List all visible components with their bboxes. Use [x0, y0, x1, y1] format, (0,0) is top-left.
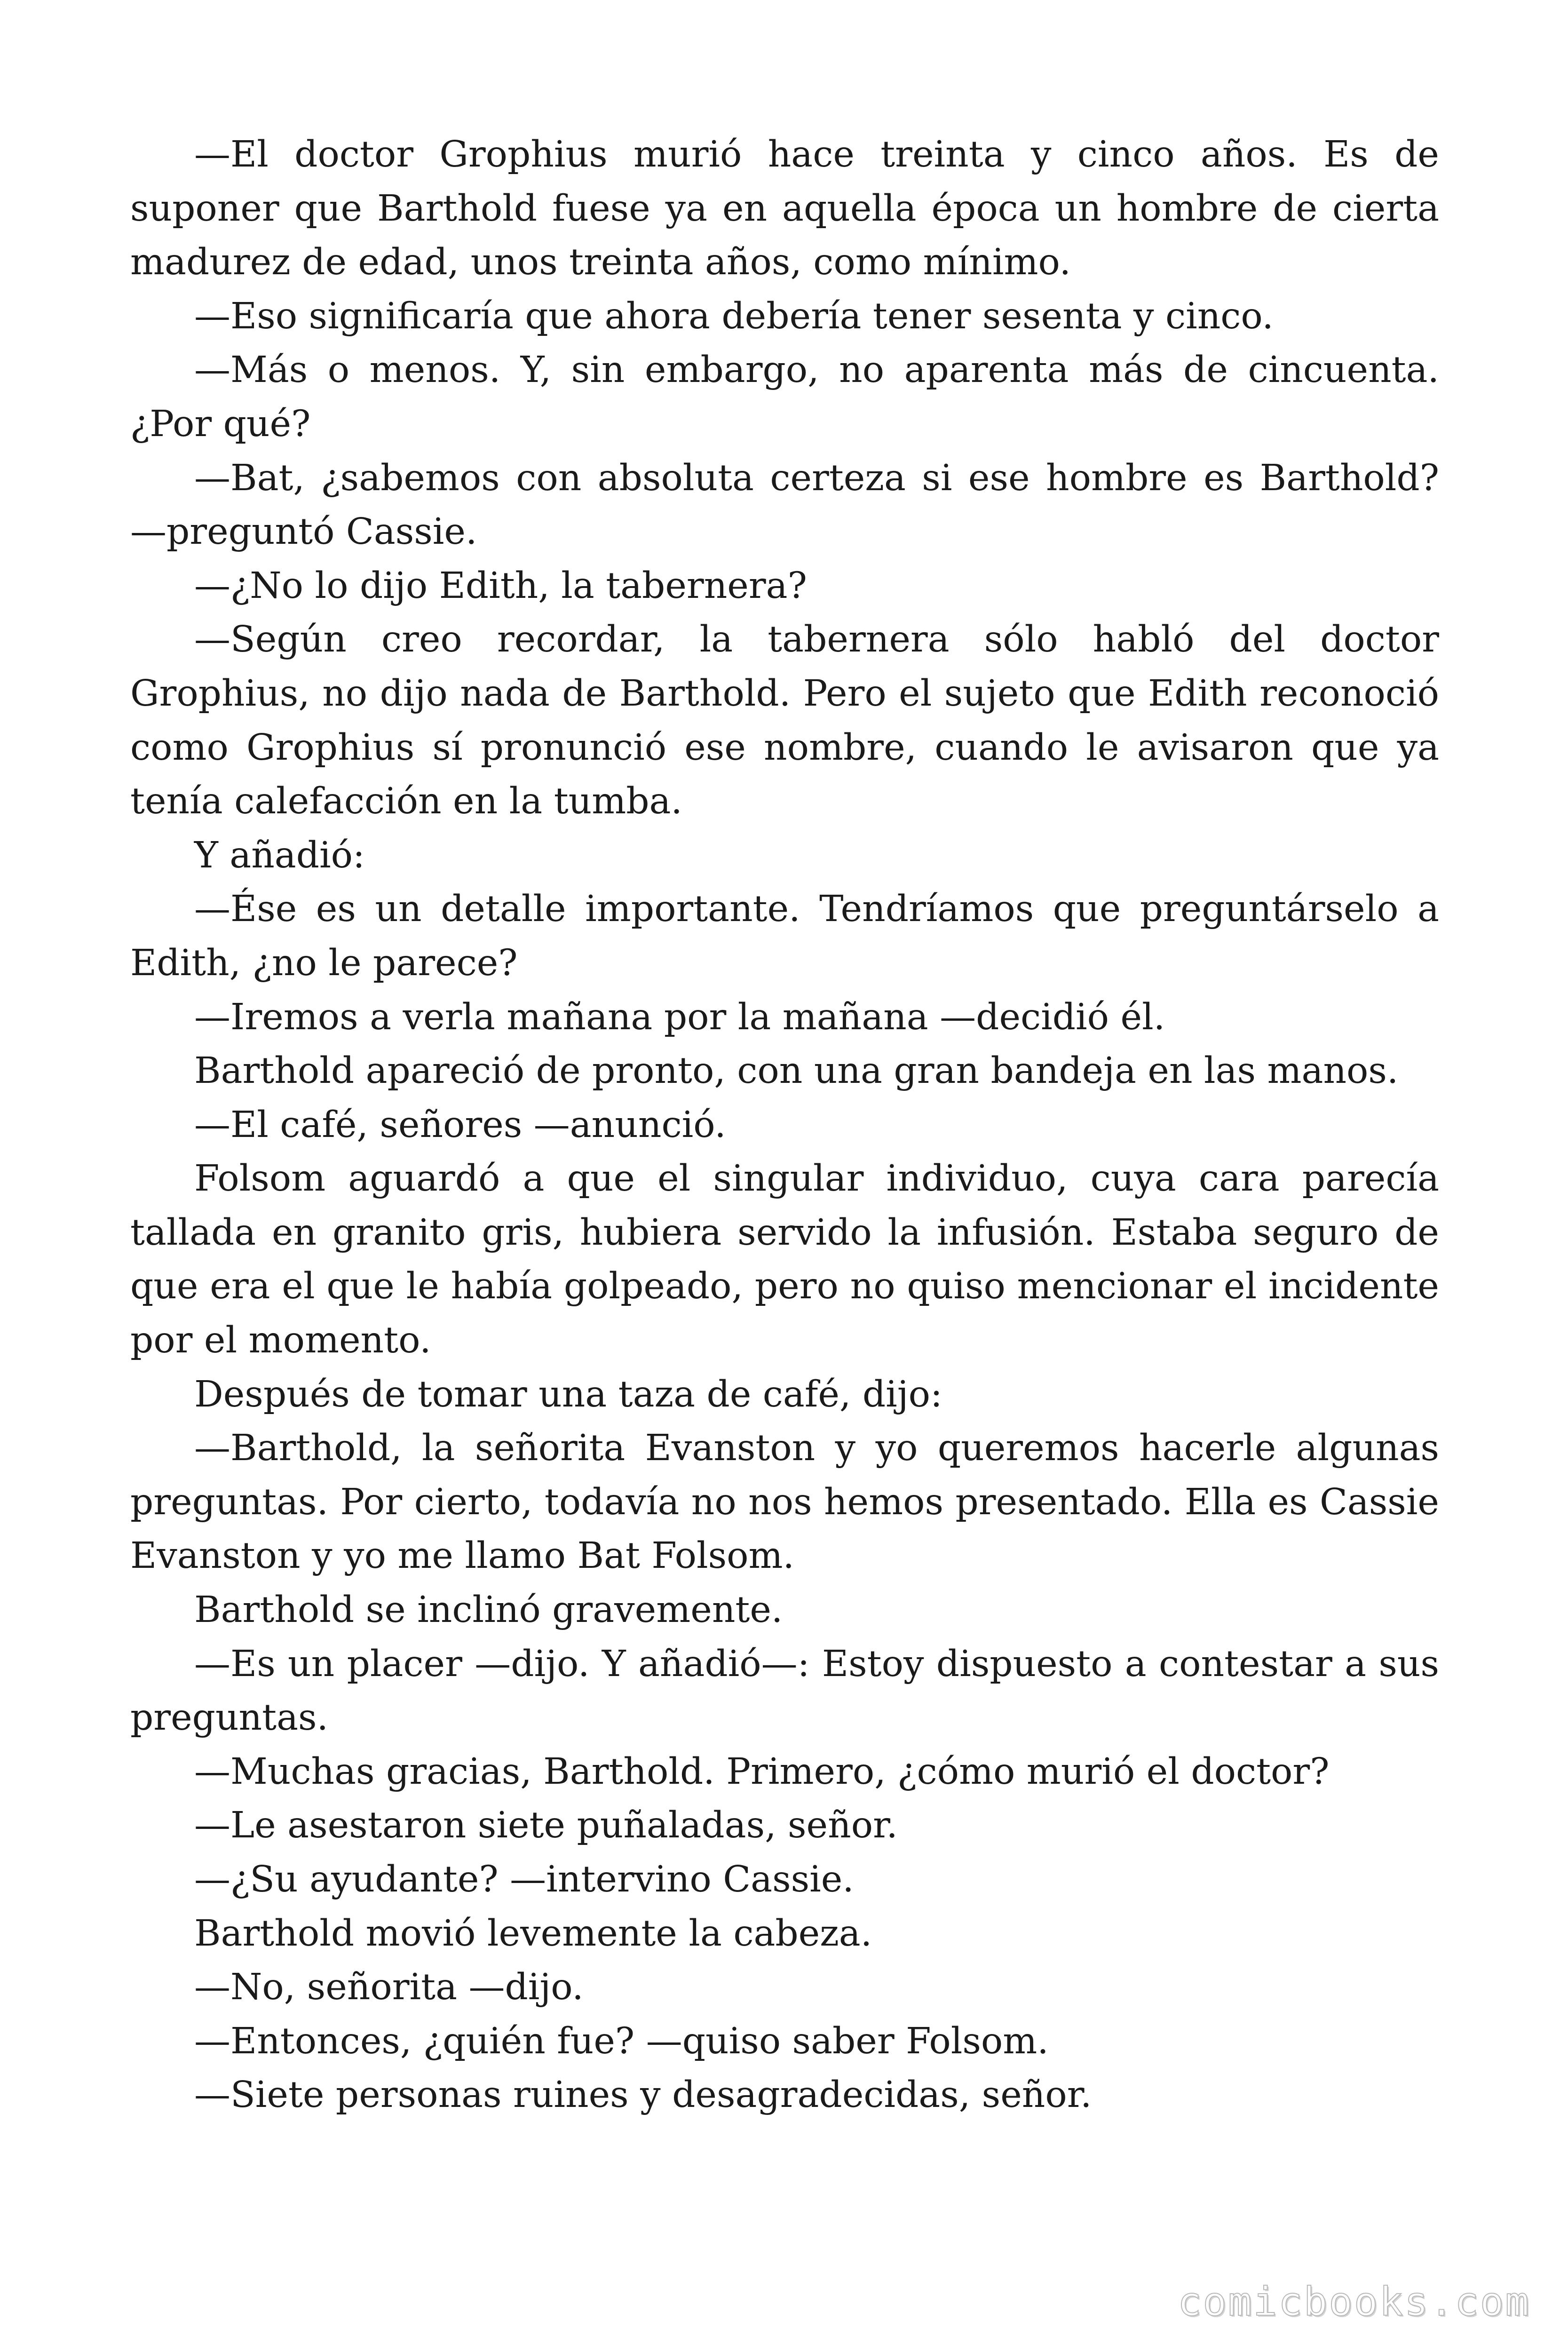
paragraph: —No, señorita —dijo. — [194, 1966, 584, 2009]
paragraph: —Muchas gracias, Barthold. Primero, ¿cómo murió el doctor? — [194, 1750, 1330, 1793]
paragraph: —Entonces, ¿quién fue? —quiso saber Folsom. — [194, 2020, 1049, 2062]
paragraph: —El doctor Grophius murió hace treinta y cinco años. Es de suponer que Barthold fuese ya en aquella época un hombre de cierta madurez de edad, unos treinta años, como mínimo. — [130, 134, 1439, 284]
paragraph: Barthold movió levemente la cabeza. — [194, 1912, 872, 1955]
paragraph: —Iremos a verla mañana por la mañana —decidió él. — [194, 996, 1165, 1038]
paragraph: —Es un placer —dijo. Y añadió—: Estoy dispuesto a contestar a sus preguntas. — [130, 1643, 1439, 1739]
watermark: comicbooks.com — [1177, 2279, 1530, 2325]
paragraph: Barthold apareció de pronto, con una gran bandeja en las manos. — [194, 1050, 1399, 1092]
paragraph: Folsom aguardó a que el singular individuo, cuya cara parecía tallada en granito gris, hubiera servido la infusión. Estaba seguro de que era el que le había golpeado, pero no quiso mencionar el incidente por el momento. — [130, 1158, 1439, 1362]
paragraph: —Según creo recordar, la tabernera sólo habló del doctor Grophius, no dijo nada de Barthold. Pero el sujeto que Edith reconoció como Grophius sí pronunció ese nombre, cuando le avisaron que ya tenía calefacción en la tumba. — [130, 619, 1439, 823]
paragraph: —Le asestaron siete puñaladas, señor. — [194, 1804, 898, 1847]
paragraph: —Siete personas ruines y desagradecidas, señor. — [194, 2074, 1092, 2116]
paragraph: —El café, señores —anunció. — [194, 1104, 726, 1146]
paragraph: —Eso significaría que ahora debería tener sesenta y cinco. — [194, 295, 1274, 337]
paragraph: —Bat, ¿sabemos con absoluta certeza si ese hombre es Barthold? —preguntó Cassie. — [130, 457, 1439, 553]
paragraph: —Más o menos. Y, sin embargo, no aparenta más de cincuenta. ¿Por qué? — [130, 349, 1439, 445]
body-text — [130, 128, 1439, 2122]
paragraph: Y añadió: — [194, 834, 365, 876]
paragraph: —¿No lo dijo Edith, la tabernera? — [194, 564, 807, 607]
paragraph: —¿Su ayudante? —intervino Cassie. — [194, 1859, 854, 1900]
paragraph: —Ése es un detalle importante. Tendríamos que preguntárselo a Edith, ¿no le parece? — [130, 888, 1439, 984]
paragraph: —Barthold, la señorita Evanston y yo queremos hacerle algunas preguntas. Por cierto, todavía no nos hemos presentado. Ella es Cassie Evanston y yo me llamo Bat Folsom. — [130, 1427, 1439, 1577]
paragraph: Barthold se inclinó gravemente. — [194, 1589, 783, 1631]
paragraph: Después de tomar una taza de café, dijo: — [194, 1373, 942, 1415]
